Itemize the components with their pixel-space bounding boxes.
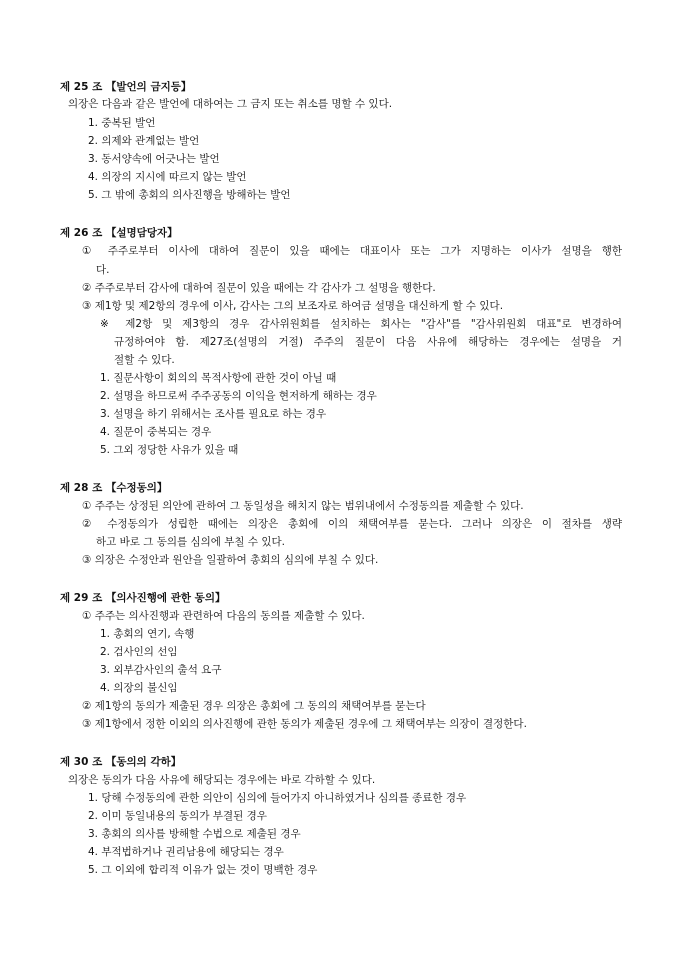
list-item: 4. 질문이 중복되는 경우	[100, 426, 212, 438]
article-heading: 제 28 조 【수정동의】	[60, 482, 168, 494]
list-item: 3. 총회의 의사를 방해할 수법으로 제출된 경우	[88, 828, 301, 840]
note-line: ※ 제2항 및 제3항의 경우 감사위원회를 설치하는 회사는 "감사"를 "감사위원회 대표"로 변경하여	[100, 318, 622, 330]
list-item: 2. 이미 동일내용의 동의가 부결된 경우	[88, 810, 267, 822]
paragraph: ① 주주는 의사진행과 관련하여 다음의 동의를 제출할 수 있다.	[82, 610, 365, 622]
list-item: 4. 부적법하거나 권리남용에 해당되는 경우	[88, 846, 284, 858]
list-item: 2. 설명을 하므로써 주주공동의 이익을 현저하게 해하는 경우	[100, 390, 377, 402]
paragraph: ① 주주로부터 이사에 대하여 질문이 있을 때에는 대표이사 또는 그가 지명하는 이사가 설명을 행한	[82, 245, 622, 257]
paragraph: ③ 제1항에서 정한 이외의 의사진행에 관한 동의가 제출된 경우에 그 채택여부는 의장이 결정한다.	[82, 718, 527, 730]
article-heading: 제 30 조 【동의의 각하】	[60, 756, 182, 768]
article-intro: 의장은 동의가 다음 사유에 해당되는 경우에는 바로 각하할 수 있다.	[68, 774, 376, 786]
list-item: 1. 총회의 연기, 속행	[100, 628, 195, 640]
article-heading: 제 25 조 【발언의 금지등】	[60, 81, 192, 93]
list-item: 5. 그 이외에 합리적 이유가 없는 것이 명백한 경우	[88, 864, 318, 876]
article-intro: 의장은 다음과 같은 발언에 대하여는 그 금지 또는 취소를 명할 수 있다.	[68, 98, 393, 110]
paragraph: ② 제1항의 동의가 제출된 경우 의장은 총회에 그 동의의 채택여부를 묻는다	[82, 700, 426, 712]
list-item: 4. 의장의 지시에 따르지 않는 발언	[88, 171, 247, 183]
note-line: 규정하여야 함. 제27조(설명의 거절) 주주의 질문이 다음 사유에 해당하는 경우에는 설명을 거	[114, 336, 622, 348]
paragraph: ② 주주로부터 감사에 대하여 질문이 있을 때에는 각 감사가 그 설명을 행한다.	[82, 282, 436, 294]
paragraph: ③ 제1항 및 제2항의 경우에 이사, 감사는 그의 보조자로 하여금 설명을 대신하게 할 수 있다.	[82, 300, 504, 312]
list-item: 3. 외부감사인의 출석 요구	[100, 664, 222, 676]
article-heading: 제 26 조 【설명담당자】	[60, 227, 178, 239]
paragraph: ① 주주는 상정된 의안에 관하여 그 동일성을 해치지 않는 범위내에서 수정동의를 제출할 수 있다.	[82, 500, 524, 512]
list-item: 5. 그 밖에 총회의 의사진행을 방해하는 발언	[88, 189, 291, 201]
list-item: 5. 그외 정당한 사유가 있을 때	[100, 444, 239, 456]
note-line: 절할 수 있다.	[114, 354, 175, 366]
list-item: 1. 중복된 발언	[88, 117, 156, 129]
article-heading: 제 29 조 【의사진행에 관한 동의】	[60, 592, 226, 604]
paragraph-continuation: 하고 바로 그 동의를 심의에 부칠 수 있다.	[96, 536, 285, 548]
paragraph: ③ 의장은 수정안과 원안을 일괄하여 총회의 심의에 부칠 수 있다.	[82, 554, 379, 566]
list-item: 2. 의제와 관계없는 발언	[88, 135, 200, 147]
paragraph: ② 수정동의가 성립한 때에는 의장은 총회에 이의 채택여부를 묻는다. 그러나 의장은 이 절차를 생략	[82, 518, 622, 530]
list-item: 3. 설명을 하기 위해서는 조사를 필요로 하는 경우	[100, 408, 327, 420]
list-item: 3. 동서양속에 어긋나는 발언	[88, 153, 220, 165]
list-item: 4. 의장의 불신임	[100, 682, 178, 694]
list-item: 1. 질문사항이 회의의 목적사항에 관한 것이 아닐 때	[100, 372, 337, 384]
list-item: 1. 당해 수정동의에 관한 의안이 심의에 들어가지 아니하였거나 심의를 종료한 경우	[88, 792, 467, 804]
paragraph-continuation: 다.	[96, 264, 110, 276]
list-item: 2. 검사인의 선임	[100, 646, 178, 658]
